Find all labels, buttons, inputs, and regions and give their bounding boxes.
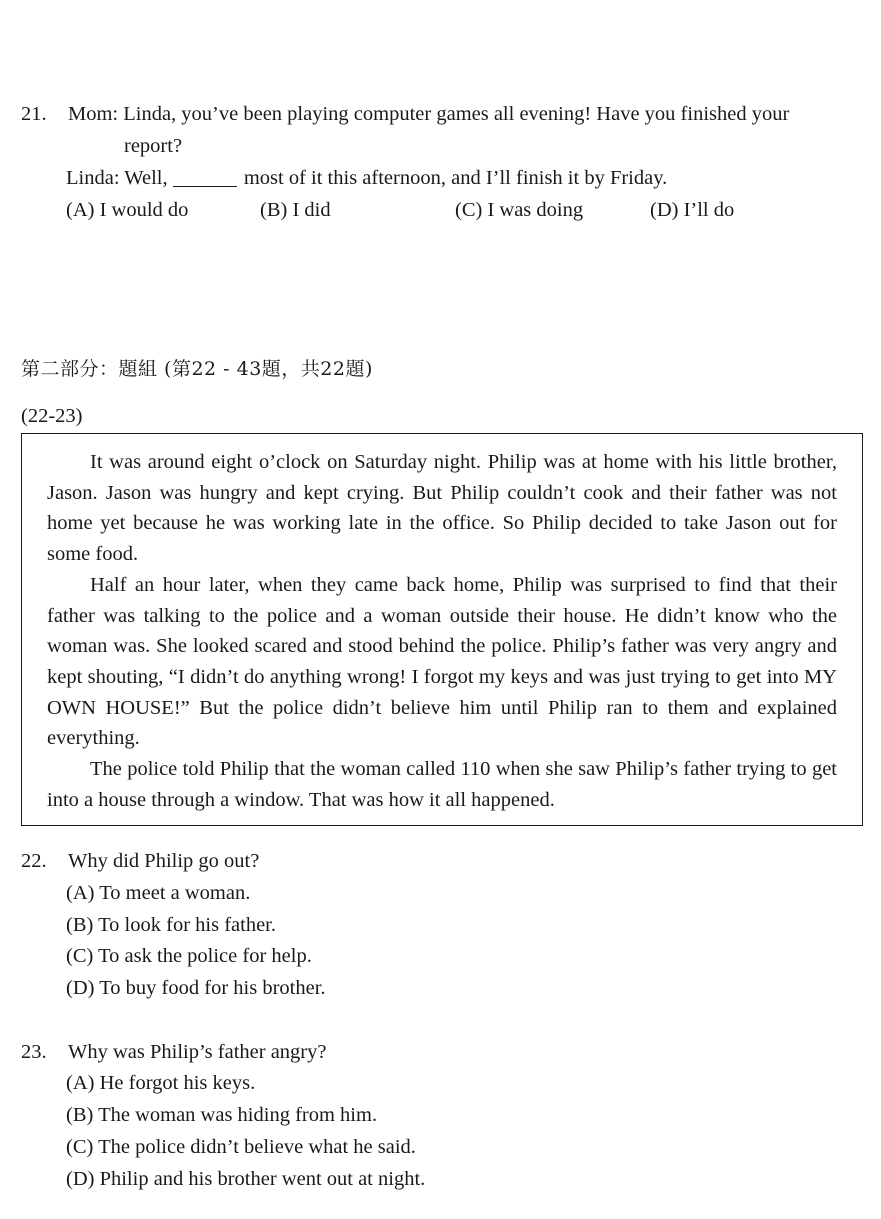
option-d: (D) To buy food for his brother. bbox=[66, 977, 326, 999]
passage-paragraph: Half an hour later, when they came back home, Philip was surprised to find that their father was talking to the police and a woman outside their house. He didn’t know who the woman was. She looked scared and stood behind the police. Philip’s father was very angry and kept shouting, “I didn’t do anything wrong! I forgot my keys and was just trying to get into MY OWN HOUSE!” But the police didn’t believe him until Philip ran to them and explained everything. bbox=[47, 573, 837, 750]
option-a: (A) To meet a woman. bbox=[66, 882, 251, 904]
option-c: (C) I was doing bbox=[455, 199, 584, 221]
option-a: (A) I would do bbox=[66, 199, 189, 221]
question-22 bbox=[21, 845, 259, 877]
option-a: (A) He forgot his keys. bbox=[66, 1072, 256, 1094]
question-group-range: (22-23) bbox=[21, 405, 83, 427]
question-text-line: Mom: Linda, you’ve been playing computer games all evening! Have you finished your bbox=[68, 103, 790, 125]
question-23 bbox=[21, 1036, 326, 1068]
option-b: (B) To look for his father. bbox=[66, 914, 276, 936]
option-d: (D) I’ll do bbox=[650, 199, 735, 221]
passage-paragraph: It was around eight o’clock on Saturday night. Philip was at home with his little brother, Jason. Jason was hungry and kept crying. But Philip couldn’t cook and their father was not home yet because he was working late in the office. So Philip decided to take Jason out for some food. bbox=[47, 451, 837, 566]
option-b: (B) The woman was hiding from him. bbox=[66, 1104, 378, 1126]
option-b: (B) I did bbox=[260, 199, 331, 221]
question-text-continuation: report? bbox=[124, 135, 183, 157]
question-number: 21. bbox=[21, 103, 47, 125]
question-text: Why was Philip’s father angry? bbox=[68, 1041, 327, 1063]
reading-passage bbox=[47, 447, 837, 815]
question-21 bbox=[21, 98, 789, 130]
section-title: 第二部分：題組 (第22 - 43題，共22題) bbox=[21, 358, 373, 380]
reading-passage-box bbox=[21, 433, 863, 826]
options-row bbox=[0, 194, 881, 226]
answer-blank bbox=[173, 164, 237, 187]
dialogue-suffix: most of it this afternoon, and I’ll finish it by Friday. bbox=[238, 167, 668, 189]
passage-paragraph: The police told Philip that the woman called 110 when she saw Philip’s father trying to get into a house through a window. That was how it all happened. bbox=[47, 758, 837, 811]
option-c: (C) To ask the police for help. bbox=[66, 945, 312, 967]
question-text: Why did Philip go out? bbox=[68, 850, 260, 872]
option-d: (D) Philip and his brother went out at night. bbox=[66, 1168, 426, 1190]
question-number: 22. bbox=[21, 850, 47, 872]
dialogue-line bbox=[66, 162, 667, 194]
dialogue-prefix: Linda: Well, bbox=[66, 167, 173, 189]
question-number: 23. bbox=[21, 1041, 47, 1063]
option-c: (C) The police didn’t believe what he said. bbox=[66, 1136, 416, 1158]
